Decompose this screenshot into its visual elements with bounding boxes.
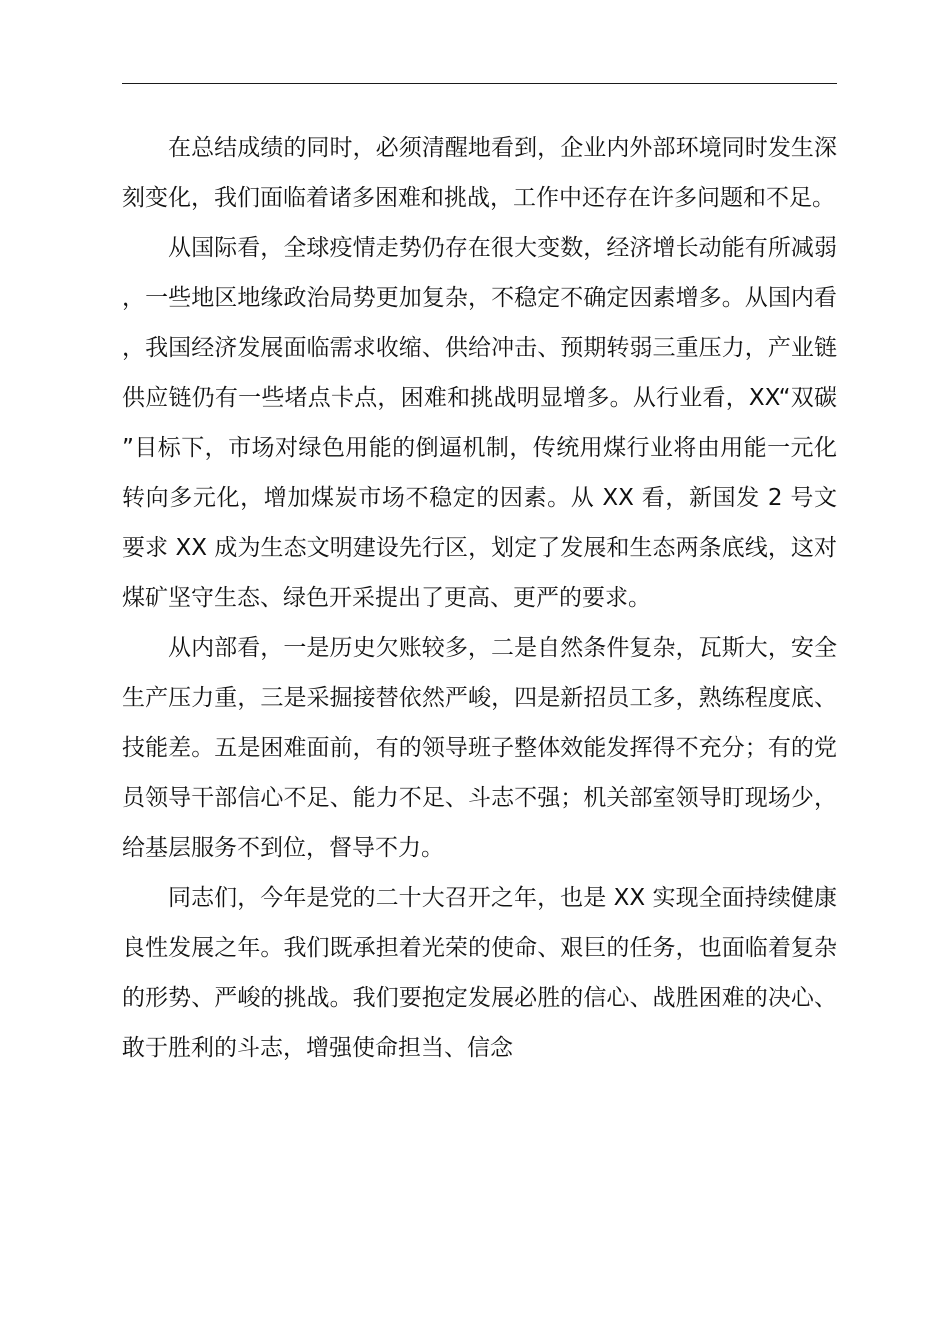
header-divider — [122, 83, 837, 84]
paragraph-challenges-intro: 在总结成绩的同时，必须清醒地看到，企业内外部环境同时发生深刻变化，我们面临着诸多困难和挑战，工作中还存在许多问题和不足。 — [122, 135, 837, 211]
paragraph-external-situation: 从国际看，全球疫情走势仍存在很大变数，经济增长动能有所减弱，一些地区地缘政治局势更加复杂，不稳定不确定因素增多。从国内看，我国经济发展面临需求收缩、供给冲击、预期转弱三重压力，产业链供应链仍有一些堵点卡点，困难和挑战明显增多。从行业看，XX“双碳”目标下，市场对绿色用能的倒逼机制，传统用煤行业将由用能一元化转向多元化，增加煤炭市场不稳定的因素。从 XX 看，新国发 2 号文要求 XX 成为生态文明建设先行区，划定了发展和生态两条底线，这对煤矿坚守生态、绿色开采提出了更高、更严的要求。 — [122, 235, 837, 611]
paragraph-call-to-action: 同志们，今年是党的二十大召开之年，也是 XX 实现全面持续健康良性发展之年。我们既承担着光荣的使命、艰巨的任务，也面临着复杂的形势、严峻的挑战。我们要抱定发展必胜的信心、战胜困难的决心、敢于胜利的斗志，增强使命担当、信念 — [122, 885, 837, 1061]
paragraph-internal-situation: 从内部看，一是历史欠账较多，二是自然条件复杂，瓦斯大，安全生产压力重，三是采掘接替依然严峻，四是新招员工多，熟练程度底、技能差。五是困难面前，有的领导班子整体效能发挥得不充分；有的党员领导干部信心不足、能力不足、斗志不强；机关部室领导盯现场少，给基层服务不到位，督导不力。 — [122, 635, 837, 861]
document-body — [122, 123, 837, 1073]
